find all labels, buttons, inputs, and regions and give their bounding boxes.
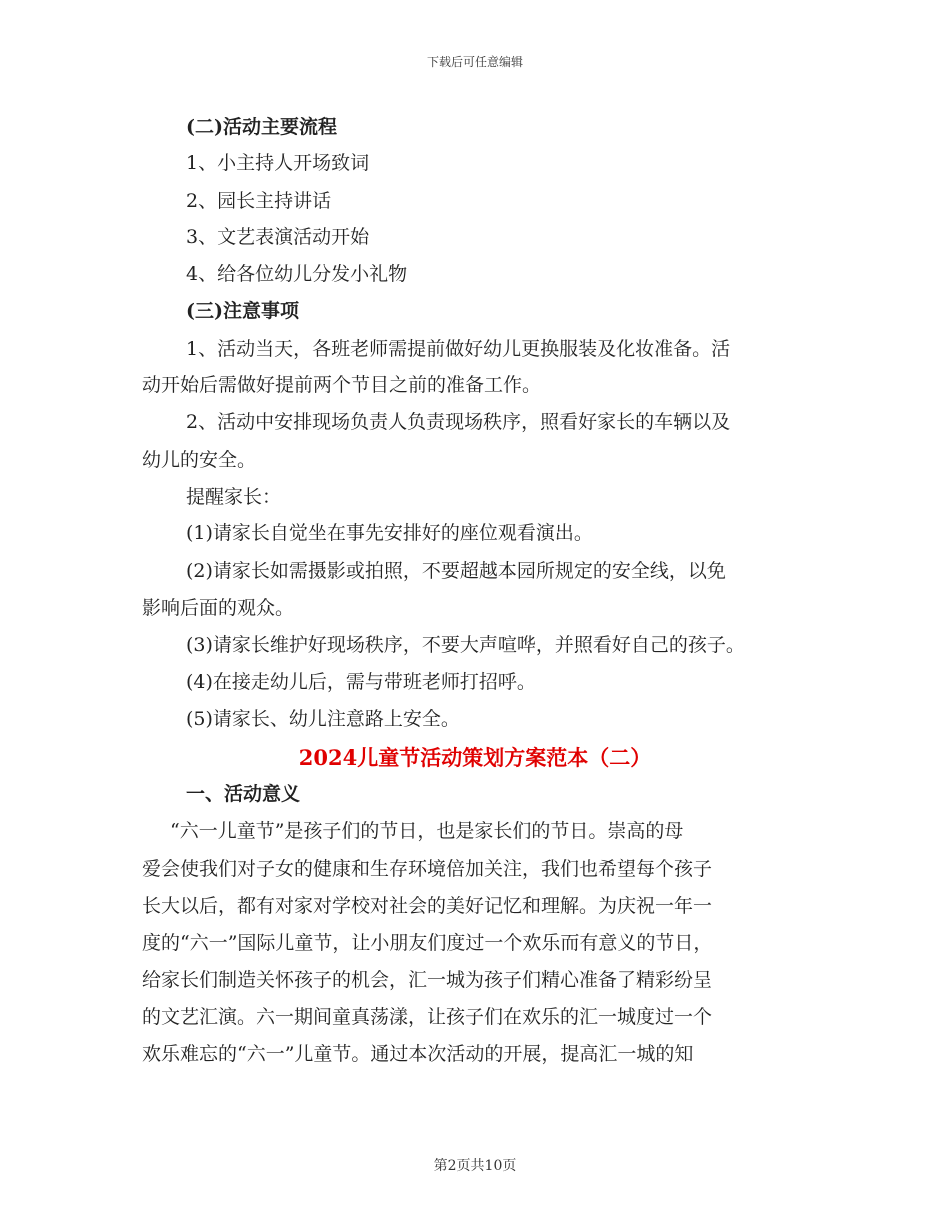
page-header: 下载后可任意编辑	[426, 55, 523, 69]
flow-item-3: 3、文艺表演活动开始	[186, 226, 370, 248]
part1-paragraph-line-2: 爱会使我们对子女的健康和生存环境倍加关注，我们也希望每个孩子	[142, 858, 713, 880]
remind-heading: 提醒家长：	[186, 486, 282, 508]
document-title: 2024儿童节活动策划方案范本（二）	[298, 745, 652, 770]
remind-item-2-line-1: (2)请家长如需摄影或拍照，不要超越本园所规定的安全线，以免	[186, 560, 726, 582]
page-footer: 第2页共10页	[433, 1158, 517, 1174]
section-heading-notice: (三)注意事项	[186, 300, 299, 322]
remind-item-3: (3)请家长维护好现场秩序，不要大声喧哗，并照看好自己的孩子。	[186, 634, 745, 656]
flow-item-1: 1、小主持人开场致词	[186, 152, 370, 174]
notice-1-line-1: 1、活动当天，各班老师需提前做好幼儿更换服装及化妆准备。活	[186, 338, 731, 360]
part1-paragraph-line-7: 欢乐难忘的“六一”儿童节。通过本次活动的开展，提高汇一城的知	[142, 1043, 694, 1065]
part1-paragraph-line-6: 的文艺汇演。六一期间童真荡漾，让孩子们在欢乐的汇一城度过一个	[142, 1006, 713, 1028]
notice-1-line-2: 动开始后需做好提前两个节目之前的准备工作。	[142, 374, 542, 396]
notice-2-line-1: 2、活动中安排现场负责人负责现场秩序，照看好家长的车辆以及	[186, 411, 731, 433]
part1-paragraph-line-4: 度的“六一”国际儿童节，让小朋友们度过一个欢乐而有意义的节日，	[142, 932, 713, 954]
part1-paragraph-line-3: 长大以后，都有对家对学校对社会的美好记忆和理解。为庆祝一年一	[142, 895, 713, 917]
part1-heading: 一、活动意义	[186, 783, 301, 805]
remind-item-5: (5)请家长、幼儿注意路上安全。	[186, 708, 460, 730]
remind-item-1: (1)请家长自觉坐在事先安排好的座位观看演出。	[186, 522, 593, 544]
remind-item-4: (4)在接走幼儿后，需与带班老师打招呼。	[186, 671, 536, 693]
notice-2-line-2: 幼儿的安全。	[142, 449, 257, 471]
part1-paragraph-line-5: 给家长们制造关怀孩子的机会，汇一城为孩子们精心准备了精彩纷呈	[142, 969, 713, 991]
flow-item-2: 2、园长主持讲话	[186, 190, 332, 212]
remind-item-2-line-2: 影响后面的观众。	[142, 597, 295, 619]
flow-item-4: 4、给各位幼儿分发小礼物	[186, 263, 408, 285]
section-heading-flow: (二)活动主要流程	[186, 116, 337, 138]
part1-paragraph-line-1: “六一儿童节”是孩子们的节日，也是家长们的节日。崇高的母	[170, 820, 684, 842]
